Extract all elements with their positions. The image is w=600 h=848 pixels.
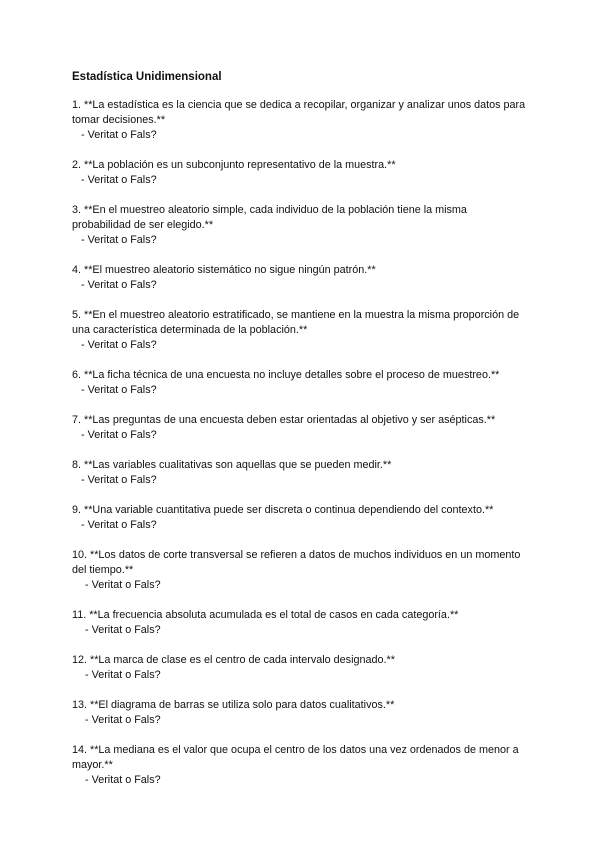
answer-prompt: - Veritat o Fals?	[81, 234, 157, 246]
question-item	[72, 503, 528, 533]
question-text: 12. **La marca de clase es el centro de cada intervalo designado.**	[72, 654, 395, 666]
question-text: 6. **La ficha técnica de una encuesta no incluye detalles sobre el proceso de muestreo.**	[72, 369, 500, 381]
answer-prompt: - Veritat o Fals?	[81, 429, 157, 441]
question-item	[72, 653, 528, 683]
question-text: 14. **La mediana es el valor que ocupa el centro de los datos una vez ordenados de menor a mayor.**	[72, 744, 519, 771]
question-item	[72, 263, 528, 293]
answer-prompt: - Veritat o Fals?	[85, 714, 161, 726]
answer-prompt: - Veritat o Fals?	[81, 474, 157, 486]
question-item	[72, 203, 528, 248]
question-item	[72, 158, 528, 188]
question-text: 1. **La estadística es la ciencia que se dedica a recopilar, organizar y analizar unos datos para tomar decisiones.**	[72, 99, 526, 126]
question-item	[72, 548, 528, 593]
answer-prompt: - Veritat o Fals?	[85, 669, 161, 681]
question-text: 11. **La frecuencia absoluta acumulada es el total de casos en cada categoría.**	[72, 609, 459, 621]
answer-prompt: - Veritat o Fals?	[81, 129, 157, 141]
answer-prompt: - Veritat o Fals?	[81, 279, 157, 291]
answer-prompt: - Veritat o Fals?	[81, 519, 157, 531]
question-text: 4. **El muestreo aleatorio sistemático no sigue ningún patrón.**	[72, 264, 376, 276]
document-title: Estadística Unidimensional	[72, 71, 222, 83]
question-text: 9. **Una variable cuantitativa puede ser discreta o continua dependiendo del contexto.**	[72, 504, 494, 516]
answer-prompt: - Veritat o Fals?	[85, 579, 161, 591]
question-text: 8. **Las variables cualitativas son aquellas que se pueden medir.**	[72, 459, 392, 471]
question-text: 10. **Los datos de corte transversal se refieren a datos de muchos individuos en un momento del tiempo.**	[72, 549, 521, 576]
question-item	[72, 308, 528, 353]
answer-prompt: - Veritat o Fals?	[85, 774, 161, 786]
answer-prompt: - Veritat o Fals?	[85, 624, 161, 636]
answer-prompt: - Veritat o Fals?	[81, 174, 157, 186]
question-text: 5. **En el muestreo aleatorio estratificado, se mantiene en la muestra la misma proporción de una característica determinada de la población.**	[72, 309, 520, 336]
question-item	[72, 413, 528, 443]
answer-prompt: - Veritat o Fals?	[81, 339, 157, 351]
question-text: 13. **El diagrama de barras se utiliza solo para datos cualitativos.**	[72, 699, 395, 711]
question-item	[72, 458, 528, 488]
question-item	[72, 698, 528, 728]
question-item	[72, 608, 528, 638]
question-item	[72, 98, 528, 143]
question-item	[72, 368, 528, 398]
question-text: 2. **La población es un subconjunto representativo de la muestra.**	[72, 159, 396, 171]
question-text: 3. **En el muestreo aleatorio simple, cada individuo de la población tiene la misma probabilidad de ser elegido.**	[72, 204, 467, 231]
question-text: 7. **Las preguntas de una encuesta deben estar orientadas al objetivo y ser asépticas.**	[72, 414, 496, 426]
answer-prompt: - Veritat o Fals?	[81, 384, 157, 396]
question-item	[72, 743, 528, 788]
